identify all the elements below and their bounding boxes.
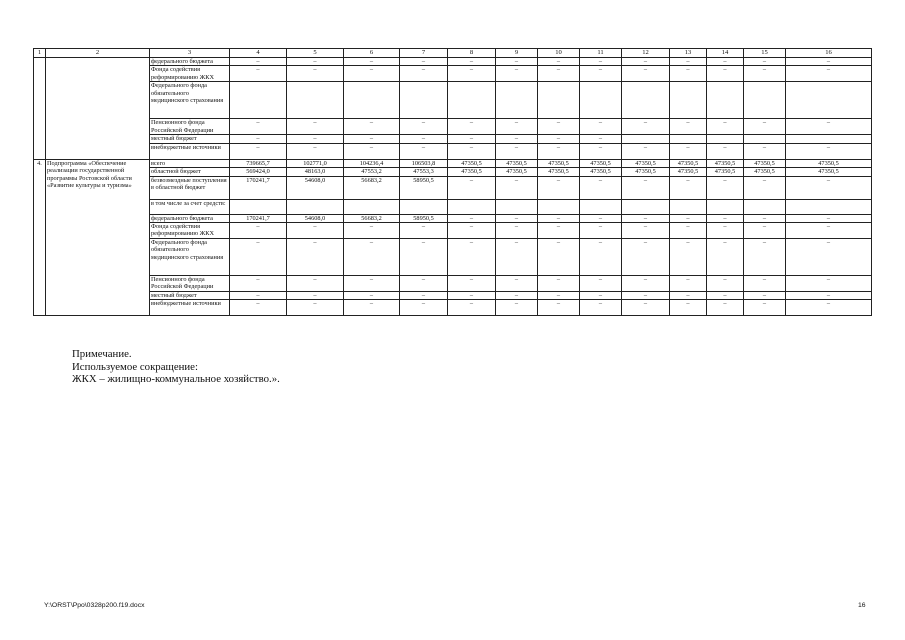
value-cell: – xyxy=(622,214,670,222)
value-cell: 47350,5 xyxy=(448,159,496,167)
value-cell: – xyxy=(538,223,580,239)
value-cell: – xyxy=(496,176,538,199)
value-cell: – xyxy=(744,223,786,239)
value-cell xyxy=(496,199,538,214)
value-cell: – xyxy=(622,58,670,66)
value-cell: – xyxy=(400,276,448,292)
value-cell: 104236,4 xyxy=(344,159,400,167)
table-row xyxy=(34,300,872,316)
value-cell: – xyxy=(580,58,622,66)
value-cell: 47350,5 xyxy=(580,168,622,176)
value-cell: – xyxy=(622,143,670,159)
value-cell: – xyxy=(580,300,622,316)
value-cell: 739665,7 xyxy=(230,159,287,167)
table-row xyxy=(34,223,872,239)
budget-table-body xyxy=(34,49,872,316)
value-cell: – xyxy=(496,276,538,292)
value-cell: – xyxy=(744,58,786,66)
value-cell: – xyxy=(538,119,580,135)
value-cell xyxy=(622,82,670,119)
value-cell xyxy=(448,199,496,214)
value-cell: – xyxy=(538,58,580,66)
value-cell: – xyxy=(622,292,670,300)
value-cell: – xyxy=(707,292,744,300)
value-cell: – xyxy=(287,119,344,135)
value-cell: – xyxy=(538,292,580,300)
value-cell: 47350,5 xyxy=(670,168,707,176)
value-cell: 47350,5 xyxy=(786,159,872,167)
page-number: 16 xyxy=(858,602,866,609)
note-abbrev-definition: ЖКХ – жилищно-коммунальное хозяйство.». xyxy=(72,373,280,385)
value-cell: – xyxy=(538,276,580,292)
column-number-row xyxy=(34,49,872,58)
table-row xyxy=(34,58,872,66)
value-cell xyxy=(670,135,707,143)
value-cell: – xyxy=(344,223,400,239)
table-row xyxy=(34,143,872,159)
value-cell: – xyxy=(496,119,538,135)
value-cell: – xyxy=(538,176,580,199)
column-number-cell: 1 xyxy=(34,49,46,58)
column-number-cell: 10 xyxy=(538,49,580,58)
funding-source-cell: всего xyxy=(150,159,230,167)
value-cell: – xyxy=(287,223,344,239)
value-cell: – xyxy=(786,276,872,292)
funding-source-cell: Фонда содействия реформированию ЖКХ xyxy=(150,223,230,239)
value-cell: 47350,5 xyxy=(496,168,538,176)
value-cell xyxy=(707,199,744,214)
column-number-cell: 12 xyxy=(622,49,670,58)
value-cell: – xyxy=(496,58,538,66)
value-cell: – xyxy=(670,300,707,316)
value-cell: – xyxy=(496,66,538,82)
column-number-cell: 11 xyxy=(580,49,622,58)
value-cell xyxy=(538,199,580,214)
funding-source-cell: в том числе за счет средств: xyxy=(150,199,230,214)
value-cell: 58950,5 xyxy=(400,214,448,222)
value-cell: 54608,0 xyxy=(287,214,344,222)
table-row xyxy=(34,66,872,82)
value-cell: 58950,5 xyxy=(400,176,448,199)
value-cell: – xyxy=(538,300,580,316)
value-cell: – xyxy=(580,292,622,300)
value-cell: – xyxy=(400,239,448,276)
value-cell: 47350,5 xyxy=(622,168,670,176)
value-cell: – xyxy=(230,135,287,143)
value-cell: – xyxy=(580,143,622,159)
value-cell: – xyxy=(230,292,287,300)
column-number-cell: 2 xyxy=(46,49,150,58)
table-row xyxy=(34,168,872,176)
value-cell xyxy=(744,82,786,119)
value-cell: – xyxy=(287,135,344,143)
row-number-cell: 4. xyxy=(34,159,46,316)
value-cell xyxy=(670,82,707,119)
column-number-cell: 9 xyxy=(496,49,538,58)
value-cell: – xyxy=(670,58,707,66)
value-cell: – xyxy=(496,292,538,300)
value-cell: – xyxy=(448,239,496,276)
value-cell: – xyxy=(622,66,670,82)
budget-table xyxy=(33,48,872,316)
value-cell: – xyxy=(744,119,786,135)
value-cell xyxy=(622,135,670,143)
value-cell: – xyxy=(744,143,786,159)
value-cell: – xyxy=(707,214,744,222)
value-cell xyxy=(622,199,670,214)
value-cell: – xyxy=(786,119,872,135)
value-cell: – xyxy=(496,300,538,316)
value-cell: – xyxy=(448,135,496,143)
value-cell: – xyxy=(400,292,448,300)
value-cell: – xyxy=(538,66,580,82)
program-name-cell xyxy=(46,58,150,160)
value-cell: – xyxy=(622,119,670,135)
value-cell: – xyxy=(230,239,287,276)
value-cell: – xyxy=(707,58,744,66)
value-cell: – xyxy=(670,119,707,135)
value-cell: – xyxy=(707,66,744,82)
funding-source-cell: местный бюджет xyxy=(150,135,230,143)
value-cell: – xyxy=(448,223,496,239)
column-number-cell: 15 xyxy=(744,49,786,58)
value-cell xyxy=(580,82,622,119)
value-cell: 569424,0 xyxy=(230,168,287,176)
funding-source-cell: внебюджетные источники xyxy=(150,143,230,159)
value-cell: – xyxy=(400,66,448,82)
value-cell: – xyxy=(744,276,786,292)
value-cell: 47350,5 xyxy=(538,168,580,176)
value-cell xyxy=(744,199,786,214)
funding-source-cell: местный бюджет xyxy=(150,292,230,300)
value-cell: – xyxy=(538,143,580,159)
value-cell: 48163,0 xyxy=(287,168,344,176)
value-cell: 47350,5 xyxy=(744,159,786,167)
value-cell xyxy=(344,82,400,119)
value-cell: – xyxy=(400,223,448,239)
value-cell: – xyxy=(344,66,400,82)
value-cell: – xyxy=(744,300,786,316)
value-cell: – xyxy=(448,276,496,292)
note-block xyxy=(72,348,280,386)
value-cell: – xyxy=(496,135,538,143)
value-cell: 56683,2 xyxy=(344,176,400,199)
value-cell: – xyxy=(230,143,287,159)
funding-source-cell: федерального бюджета xyxy=(150,214,230,222)
value-cell: – xyxy=(580,276,622,292)
value-cell: 47350,5 xyxy=(707,168,744,176)
value-cell: – xyxy=(344,135,400,143)
table-row xyxy=(34,176,872,199)
value-cell: – xyxy=(400,135,448,143)
value-cell: – xyxy=(622,239,670,276)
table-row xyxy=(34,119,872,135)
value-cell: – xyxy=(786,292,872,300)
value-cell: – xyxy=(670,223,707,239)
value-cell xyxy=(287,82,344,119)
value-cell: – xyxy=(400,143,448,159)
value-cell: – xyxy=(580,239,622,276)
value-cell: – xyxy=(622,176,670,199)
column-number-cell: 14 xyxy=(707,49,744,58)
value-cell: – xyxy=(580,176,622,199)
value-cell: – xyxy=(448,66,496,82)
value-cell: – xyxy=(707,239,744,276)
value-cell: – xyxy=(670,214,707,222)
value-cell: – xyxy=(786,239,872,276)
value-cell: – xyxy=(230,58,287,66)
value-cell xyxy=(786,82,872,119)
column-number-cell: 13 xyxy=(670,49,707,58)
funding-source-cell: Федерального фонда обязательного медицинского страхования xyxy=(150,82,230,119)
column-number-cell: 6 xyxy=(344,49,400,58)
value-cell: – xyxy=(344,292,400,300)
column-number-cell: 8 xyxy=(448,49,496,58)
value-cell xyxy=(448,82,496,119)
column-number-cell: 5 xyxy=(287,49,344,58)
table-row xyxy=(34,199,872,214)
value-cell: – xyxy=(230,300,287,316)
value-cell: – xyxy=(344,239,400,276)
value-cell xyxy=(287,199,344,214)
value-cell xyxy=(670,199,707,214)
value-cell: 47350,5 xyxy=(496,159,538,167)
funding-source-cell: Федерального фонда обязательного медицинского страхования xyxy=(150,239,230,276)
value-cell xyxy=(230,199,287,214)
table-row xyxy=(34,239,872,276)
value-cell: – xyxy=(786,66,872,82)
value-cell xyxy=(344,199,400,214)
value-cell: 47350,5 xyxy=(786,168,872,176)
value-cell: – xyxy=(448,214,496,222)
value-cell: – xyxy=(622,223,670,239)
value-cell xyxy=(744,135,786,143)
footer-file-path: Y:\ORST\Ppo\0328p200.f19.docx xyxy=(44,602,145,609)
value-cell: – xyxy=(287,66,344,82)
value-cell: – xyxy=(344,276,400,292)
value-cell: – xyxy=(622,276,670,292)
value-cell: – xyxy=(786,176,872,199)
value-cell: – xyxy=(448,143,496,159)
table-row xyxy=(34,135,872,143)
value-cell xyxy=(707,82,744,119)
value-cell: – xyxy=(622,300,670,316)
table-row xyxy=(34,292,872,300)
program-name-cell: Подпрограмма «Обеспечение реализации государственной программы Ростовской области «Развитие культуры и туризма» xyxy=(46,159,150,316)
column-number-cell: 3 xyxy=(150,49,230,58)
table-row xyxy=(34,276,872,292)
value-cell: – xyxy=(580,66,622,82)
funding-source-cell: Пенсионного фонда Российской Федерации xyxy=(150,119,230,135)
value-cell: – xyxy=(538,135,580,143)
value-cell: – xyxy=(580,214,622,222)
value-cell: 54608,0 xyxy=(287,176,344,199)
note-title: Примечание. xyxy=(72,348,132,360)
value-cell: – xyxy=(496,223,538,239)
value-cell: – xyxy=(287,58,344,66)
value-cell: – xyxy=(670,66,707,82)
value-cell: – xyxy=(744,214,786,222)
value-cell: – xyxy=(230,119,287,135)
value-cell xyxy=(786,199,872,214)
column-number-cell: 4 xyxy=(230,49,287,58)
value-cell: – xyxy=(707,143,744,159)
value-cell: – xyxy=(744,176,786,199)
value-cell: – xyxy=(580,135,622,143)
value-cell: – xyxy=(230,223,287,239)
column-number-cell: 16 xyxy=(786,49,872,58)
value-cell: 170241,7 xyxy=(230,176,287,199)
value-cell: – xyxy=(400,119,448,135)
value-cell: – xyxy=(786,214,872,222)
value-cell: 47350,5 xyxy=(744,168,786,176)
note-abbrev-heading: Используемое сокращение: xyxy=(72,360,198,373)
funding-source-cell: Фонда содействия реформированию ЖКХ xyxy=(150,66,230,82)
value-cell: – xyxy=(287,276,344,292)
value-cell: – xyxy=(448,292,496,300)
value-cell: – xyxy=(786,223,872,239)
value-cell: – xyxy=(448,176,496,199)
value-cell: 47350,5 xyxy=(538,159,580,167)
value-cell: – xyxy=(344,300,400,316)
value-cell xyxy=(538,82,580,119)
value-cell: – xyxy=(670,143,707,159)
value-cell: 102771,0 xyxy=(287,159,344,167)
row-number-cell xyxy=(34,58,46,160)
value-cell: – xyxy=(744,66,786,82)
value-cell: – xyxy=(448,300,496,316)
value-cell: – xyxy=(496,239,538,276)
value-cell: – xyxy=(496,214,538,222)
value-cell: 47350,5 xyxy=(580,159,622,167)
value-cell: – xyxy=(707,176,744,199)
value-cell xyxy=(496,82,538,119)
value-cell: – xyxy=(580,223,622,239)
value-cell: – xyxy=(670,276,707,292)
value-cell xyxy=(230,82,287,119)
funding-source-cell: внебюджетные источники xyxy=(150,300,230,316)
value-cell: – xyxy=(707,119,744,135)
value-cell: – xyxy=(448,58,496,66)
table-row xyxy=(34,214,872,222)
funding-source-cell: областной бюджет xyxy=(150,168,230,176)
value-cell: – xyxy=(400,300,448,316)
value-cell: 106503,8 xyxy=(400,159,448,167)
value-cell: 47350,5 xyxy=(622,159,670,167)
value-cell: – xyxy=(786,58,872,66)
value-cell: – xyxy=(344,119,400,135)
column-number-cell: 7 xyxy=(400,49,448,58)
value-cell: 56683,2 xyxy=(344,214,400,222)
funding-source-cell: федерального бюджета xyxy=(150,58,230,66)
value-cell: 170241,7 xyxy=(230,214,287,222)
funding-source-cell: безвозмездные поступления в областной бюджет xyxy=(150,176,230,199)
funding-source-cell: Пенсионного фонда Российской Федерации xyxy=(150,276,230,292)
value-cell: – xyxy=(448,119,496,135)
value-cell: – xyxy=(786,300,872,316)
value-cell: 47350,5 xyxy=(670,159,707,167)
value-cell: – xyxy=(230,66,287,82)
value-cell: – xyxy=(538,239,580,276)
value-cell: – xyxy=(287,239,344,276)
value-cell: – xyxy=(670,239,707,276)
value-cell: – xyxy=(707,300,744,316)
value-cell: – xyxy=(707,223,744,239)
value-cell: – xyxy=(744,292,786,300)
value-cell xyxy=(580,199,622,214)
value-cell: – xyxy=(670,292,707,300)
value-cell xyxy=(400,82,448,119)
value-cell: – xyxy=(344,58,400,66)
value-cell: – xyxy=(287,292,344,300)
value-cell: – xyxy=(344,143,400,159)
value-cell: – xyxy=(230,276,287,292)
value-cell: – xyxy=(786,143,872,159)
value-cell: – xyxy=(400,58,448,66)
table-row xyxy=(34,159,872,167)
value-cell: – xyxy=(496,143,538,159)
value-cell: – xyxy=(287,143,344,159)
value-cell: – xyxy=(707,276,744,292)
value-cell: 47553,2 xyxy=(344,168,400,176)
value-cell: 47350,5 xyxy=(707,159,744,167)
value-cell: – xyxy=(744,239,786,276)
value-cell: – xyxy=(670,176,707,199)
value-cell: 47350,5 xyxy=(448,168,496,176)
value-cell: – xyxy=(580,119,622,135)
value-cell xyxy=(786,135,872,143)
value-cell: 47553,3 xyxy=(400,168,448,176)
value-cell xyxy=(400,199,448,214)
value-cell: – xyxy=(538,214,580,222)
value-cell xyxy=(707,135,744,143)
table-row xyxy=(34,82,872,119)
value-cell: – xyxy=(287,300,344,316)
